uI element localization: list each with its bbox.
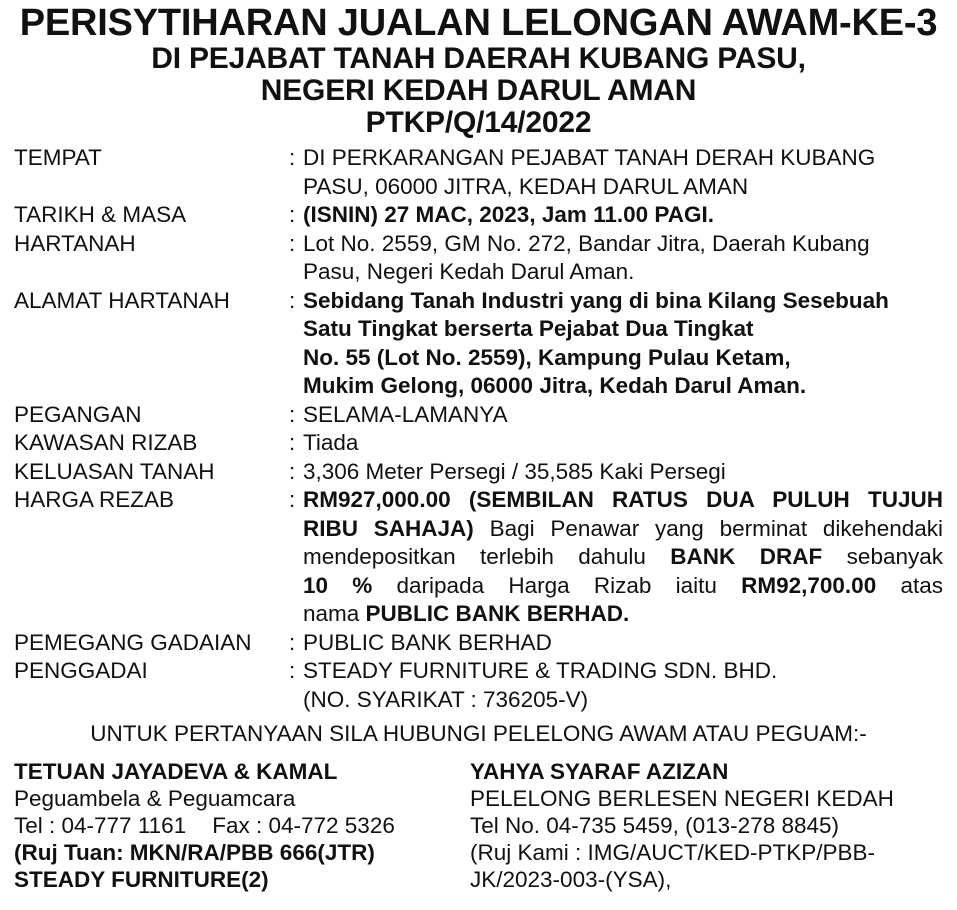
value-bold: 10 % bbox=[303, 572, 373, 598]
contact-tel: Tel No. 04-735 5459, (013-278 8845) bbox=[470, 813, 840, 838]
field-keluasan-tanah bbox=[14, 458, 943, 487]
field-alamat-hartanah bbox=[14, 287, 943, 401]
value-bold: PUBLIC BANK BERHAD. bbox=[365, 601, 630, 626]
value-text: mendepositkan terlebih dahulu bbox=[303, 544, 671, 569]
value-bold: BANK DRAF bbox=[670, 544, 823, 569]
contact-phone-fax bbox=[14, 812, 470, 839]
value-line: Mukim Gelong, 06000 Jitra, Kedah Darul Aman. bbox=[303, 373, 807, 398]
value-line: STEADY FURNITURE & TRADING SDN. BHD. bbox=[303, 658, 778, 683]
field-label: TARIKH & MASA bbox=[14, 202, 187, 227]
contact-name: TETUAN JAYADEVA & KAMAL bbox=[14, 759, 338, 784]
field-colon: : bbox=[289, 487, 296, 512]
notice-subtitle-state: NEGERI KEDAH DARUL AMAN bbox=[260, 74, 697, 107]
field-pemegang-gadaian bbox=[14, 629, 943, 658]
value-bold: RIBU SAHAJA) bbox=[303, 515, 474, 541]
field-value bbox=[303, 657, 943, 714]
contact-auctioneer bbox=[470, 758, 943, 893]
field-tempat bbox=[14, 144, 943, 201]
field-value bbox=[303, 486, 943, 629]
contact-name: YAHYA SYARAF AZIZAN bbox=[470, 759, 729, 784]
field-colon: : bbox=[289, 430, 296, 455]
value-bold: RM92,700.00 bbox=[741, 572, 877, 598]
field-label: PEGANGAN bbox=[14, 401, 142, 427]
field-colon: : bbox=[289, 230, 296, 256]
field-colon: : bbox=[289, 145, 296, 170]
field-label: KELUASAN TANAH bbox=[14, 458, 215, 484]
field-label: TEMPAT bbox=[14, 145, 102, 170]
value-line: DI PERKARANGAN PEJABAT TANAH DERAH KUBANG bbox=[303, 145, 876, 170]
field-colon: : bbox=[289, 629, 296, 655]
field-label: KAWASAN RIZAB bbox=[14, 430, 198, 455]
field-penggadai bbox=[14, 657, 943, 714]
field-colon: : bbox=[289, 458, 296, 484]
field-label: HARTANAH bbox=[14, 230, 136, 256]
field-value: 3,306 Meter Persegi / 35,585 Kaki Persegi bbox=[303, 458, 726, 484]
field-kawasan-rizab bbox=[14, 429, 943, 458]
enquiry-line: UNTUK PERTANYAAN SILA HUBUNGI PELELONG AWAM ATAU PEGUAM:- bbox=[90, 721, 867, 746]
value-text: atas bbox=[876, 572, 943, 598]
notice-subtitle-office: DI PEJABAT TANAH DAERAH KUBANG PASU, bbox=[151, 42, 806, 75]
field-label: ALAMAT HARTANAH bbox=[14, 287, 230, 313]
field-colon: : bbox=[289, 202, 296, 227]
field-label: HARGA REZAB bbox=[14, 487, 175, 512]
field-value bbox=[303, 144, 943, 201]
field-colon: : bbox=[289, 287, 296, 313]
notice-header bbox=[14, 4, 943, 138]
field-label: PENGGADAI bbox=[14, 658, 148, 683]
field-value: SELAMA-LAMANYA bbox=[303, 401, 508, 427]
contacts bbox=[14, 758, 943, 893]
contact-role: Peguambela & Peguamcara bbox=[14, 786, 296, 811]
field-harga-rezab bbox=[14, 486, 943, 629]
field-tarikh-masa bbox=[14, 201, 943, 230]
notice-fields bbox=[14, 144, 943, 714]
value-line: RM927,000.00 (SEMBILAN RATUS DUA PULUH TUJUH bbox=[303, 487, 943, 512]
value-line bbox=[303, 572, 943, 601]
field-colon: : bbox=[289, 658, 296, 683]
value-line bbox=[303, 543, 943, 572]
value-line: (NO. SYARIKAT : 736205-V) bbox=[303, 686, 589, 712]
contact-ref: STEADY FURNITURE(2) bbox=[14, 867, 269, 892]
contact-fax: Fax : 04-772 5326 bbox=[212, 813, 395, 838]
value-text: daripada Harga Rizab iaitu bbox=[372, 572, 742, 598]
field-hartanah bbox=[14, 230, 943, 287]
value-text: sebanyak bbox=[822, 544, 943, 569]
notice-reference: PTKP/Q/14/2022 bbox=[365, 106, 592, 139]
value-line bbox=[303, 600, 943, 629]
field-value: PUBLIC BANK BERHAD bbox=[303, 629, 552, 655]
contact-ref: (Ruj Tuan: MKN/RA/PBB 666(JTR) bbox=[14, 840, 375, 865]
field-value: Tiada bbox=[303, 430, 359, 455]
value-line: Satu Tingkat berserta Pejabat Dua Tingkat bbox=[303, 316, 754, 341]
value-line: Lot No. 2559, GM No. 272, Bandar Jitra, Daerah Kubang bbox=[303, 230, 870, 256]
contact-ref: (Ruj Kami : IMG/AUCT/KED-PTKP/PBB- bbox=[470, 840, 876, 865]
contact-role: PELELONG BERLESEN NEGERI KEDAH bbox=[470, 786, 894, 811]
contact-ref: JK/2023-003-(YSA), bbox=[470, 867, 672, 892]
field-colon: : bbox=[289, 401, 296, 427]
field-value bbox=[303, 287, 943, 401]
field-label: PEMEGANG GADAIAN bbox=[14, 629, 252, 655]
value-line: Pasu, Negeri Kedah Darul Aman. bbox=[303, 259, 635, 284]
value-line bbox=[303, 515, 943, 544]
value-text: nama bbox=[303, 601, 366, 626]
value-text: Bagi Penawar yang berminat dikehendaki bbox=[473, 515, 943, 541]
field-pegangan bbox=[14, 401, 943, 430]
field-value bbox=[303, 230, 943, 287]
field-value: (ISNIN) 27 MAC, 2023, Jam 11.00 PAGI. bbox=[303, 202, 715, 227]
value-line: PASU, 06000 JITRA, KEDAH DARUL AMAN bbox=[303, 173, 749, 199]
notice-title: PERISYTIHARAN JUALAN LELONGAN AWAM-KE-3 bbox=[19, 2, 938, 44]
contact-lawyer bbox=[14, 758, 470, 893]
contact-tel: Tel : 04-777 1161 bbox=[14, 813, 187, 838]
value-line: Sebidang Tanah Industri yang di bina Kilang Sesebuah bbox=[303, 287, 889, 313]
value-line: No. 55 (Lot No. 2559), Kampung Pulau Ketam, bbox=[303, 344, 791, 370]
